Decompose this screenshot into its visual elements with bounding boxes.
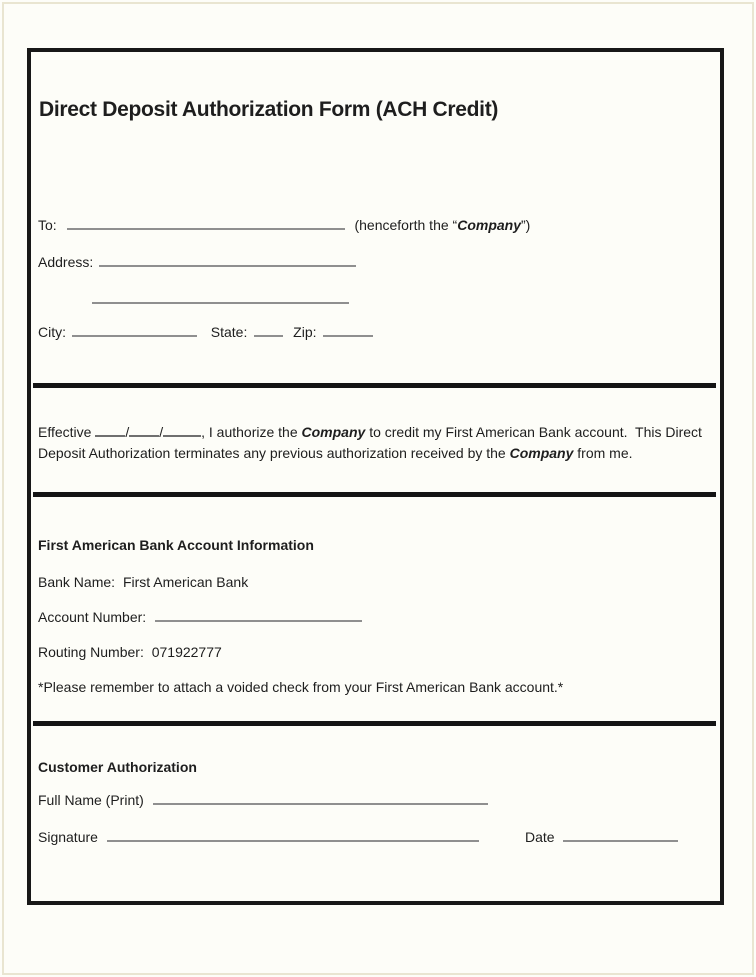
zip-blank[interactable] [323, 323, 373, 337]
date-slash-2: / [159, 424, 164, 440]
city-label: City: [38, 324, 66, 340]
bank-info-section-title: First American Bank Account Information [38, 537, 314, 553]
routing-number-label: Routing Number: [38, 644, 144, 660]
address-line-1-blank[interactable] [99, 253, 356, 267]
bank-name-value: First American Bank [122, 574, 249, 590]
company-word: Company [301, 424, 366, 440]
date-slash-1: / [125, 424, 130, 440]
bank-name-label: Bank Name: [38, 574, 116, 590]
effective-year-blank[interactable] [163, 423, 201, 437]
signature-blank[interactable] [107, 828, 479, 842]
henceforth-prefix: (henceforth the “ [354, 217, 458, 233]
signature-date-row [38, 828, 712, 846]
full-name-blank[interactable] [153, 791, 488, 805]
form-container [27, 48, 724, 905]
address-row [38, 253, 356, 271]
customer-authorization-section-title: Customer Authorization [38, 759, 197, 775]
section-divider-1 [33, 383, 716, 388]
section-divider-2 [33, 492, 716, 497]
to-row [38, 216, 530, 234]
authorization-text-2: to credit my First American Bank account. This Direct Deposit Authorization terminates any previous authorization received by the [38, 424, 706, 461]
effective-month-blank[interactable] [95, 423, 125, 437]
full-name-row [38, 791, 488, 809]
address-line-2-blank[interactable] [92, 290, 349, 304]
henceforth-text [354, 217, 530, 233]
address-row-2 [92, 290, 349, 308]
date-label: Date [525, 829, 555, 845]
routing-number-row [38, 643, 222, 661]
company-name-blank[interactable] [67, 216, 345, 230]
account-number-blank[interactable] [155, 608, 362, 622]
henceforth-suffix: ”) [521, 217, 531, 233]
effective-day-blank[interactable] [129, 423, 159, 437]
bank-name-row [38, 573, 248, 591]
voided-check-note: *Please remember to attach a voided check from your First American Bank account.* [38, 679, 564, 695]
state-label: State: [210, 324, 248, 340]
section-divider-3 [33, 721, 716, 726]
date-group [525, 828, 678, 846]
account-number-row [38, 608, 362, 626]
company-word: Company [457, 217, 521, 233]
form-title: Direct Deposit Authorization Form (ACH Credit) [39, 98, 499, 121]
signature-label: Signature [38, 829, 98, 845]
date-blank[interactable] [563, 828, 678, 842]
full-name-label: Full Name (Print) [38, 792, 144, 808]
zip-label: Zip: [293, 324, 317, 340]
routing-number-value: 071922777 [151, 644, 222, 660]
authorization-paragraph [38, 422, 708, 464]
city-state-zip-row [38, 323, 373, 341]
address-label: Address: [38, 254, 94, 270]
company-word: Company [509, 445, 574, 461]
city-blank[interactable] [72, 323, 197, 337]
effective-label: Effective [38, 424, 96, 440]
authorization-text-1: , I authorize the [201, 424, 302, 440]
account-number-label: Account Number: [38, 609, 147, 625]
to-label: To: [38, 217, 57, 233]
state-blank[interactable] [254, 323, 283, 337]
authorization-text-3: from me. [573, 445, 633, 461]
